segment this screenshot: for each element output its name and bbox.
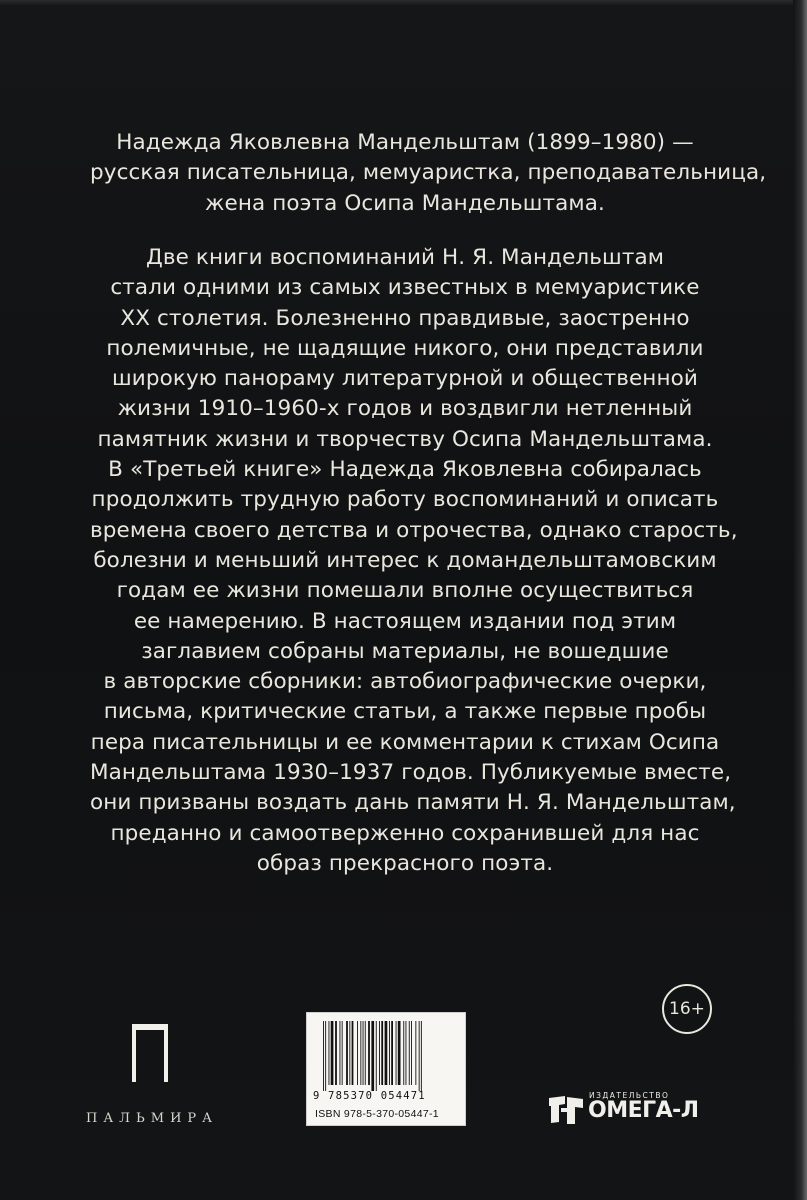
text-line: преданно и самоотверженно сохранившей для нас	[110, 820, 700, 846]
text-line: они призваны воздать дань памяти Н. Я. Мандельштам,	[90, 790, 736, 816]
text-line: XX столетия. Болезненно правдивые, заостренно	[120, 305, 690, 331]
barcode-bar	[340, 1021, 341, 1085]
text-line: годам ее жизни помешали вполне осуществиться	[116, 578, 694, 604]
author-bio-paragraph	[90, 128, 767, 219]
text-line: болезни и меньший интерес к домандельштамовским	[93, 547, 717, 573]
text-line: русская писательница, мемуаристка, преподавательница,	[90, 160, 767, 186]
barcode-bar	[391, 1021, 393, 1085]
text-line: полемичные, не щадящие никого, они представили	[106, 335, 704, 361]
barcode-bar	[389, 1021, 390, 1085]
barcode-bar	[403, 1021, 404, 1085]
barcode-bar	[349, 1021, 350, 1085]
barcode-bar	[376, 1021, 377, 1091]
text-line: Две книги воспоминаний Н. Я. Мандельштам	[145, 245, 665, 270]
age-rating-badge: 16+	[662, 984, 712, 1034]
barcode-bar	[421, 1021, 422, 1091]
barcode-bar	[346, 1021, 348, 1085]
palmira-gate-logo-icon	[130, 1022, 170, 1082]
book-description-paragraph	[90, 243, 738, 879]
barcode-bars	[321, 1021, 459, 1091]
barcode-bar	[396, 1021, 397, 1085]
cover-right-edge	[793, 0, 807, 1200]
text-line: жена поэта Осипа Мандельштама.	[205, 190, 605, 216]
text-line: продолжить трудную работу воспоминаний и описать	[91, 487, 719, 513]
barcode-bar	[368, 1021, 370, 1085]
barcode-bar	[325, 1021, 326, 1091]
barcode-digits: 9 785370 054471	[313, 1090, 426, 1102]
barcode-bar	[331, 1021, 334, 1085]
cover-top-edge	[0, 0, 807, 6]
text-line: стали одними из самых известных в мемуаристике	[110, 275, 700, 301]
barcode-bar	[415, 1021, 416, 1085]
text-line: ее намерению. В настоящем издании под этим	[133, 608, 677, 634]
barcode-bar	[398, 1021, 401, 1085]
barcode-bar	[409, 1021, 410, 1085]
publisher-name-palmira: ПАЛЬМИРА	[85, 1111, 219, 1126]
barcode-bar	[379, 1021, 380, 1085]
barcode-bar	[381, 1021, 383, 1085]
barcode-bar	[365, 1021, 366, 1085]
barcode-bar	[360, 1021, 361, 1085]
barcode-bar	[385, 1021, 388, 1085]
text-line: пера писательницы и ее комментарии к стихам Осипа	[90, 729, 720, 755]
barcode-bar	[411, 1021, 412, 1085]
barcode-bar	[335, 1021, 337, 1085]
barcode-bar	[371, 1021, 374, 1091]
text-line: памятник жизни и творчеству Осипа Мандельштама.	[97, 426, 713, 452]
text-line: широкую панораму литературной и общественной	[112, 366, 698, 392]
omega-l-publisher-logo	[545, 1088, 725, 1128]
barcode-bar	[329, 1021, 330, 1085]
omega-name: ОМЕГА-Л	[588, 1098, 699, 1123]
text-line: образ прекрасного поэта.	[256, 850, 554, 876]
text-line: Мандельштама 1930–1937 годов. Публикуемые вместе,	[90, 760, 732, 786]
omega-emblem-icon	[545, 1094, 587, 1126]
barcode-bar	[357, 1021, 358, 1085]
barcode-bar	[363, 1021, 364, 1085]
isbn-number: ISBN 978-5-370-05447-1	[315, 1108, 439, 1120]
isbn-barcode	[306, 1012, 466, 1126]
omega-caption: ИЗДАТЕЛЬСТВО	[589, 1091, 670, 1100]
text-line: В «Третьей книге» Надежда Яковлевна собиралась	[108, 457, 702, 483]
text-line: письма, критические статьи, а также первые пробы	[103, 699, 707, 725]
barcode-bar	[342, 1021, 343, 1085]
text-line: Надежда Яковлевна Мандельштам (1899–1980) —	[116, 130, 694, 155]
barcode-bar	[406, 1021, 407, 1085]
text-line: в авторские сборники: автобиографические очерки,	[103, 669, 707, 695]
text-line: заглавием собраны материалы, не вошедшие	[141, 638, 669, 664]
barcode-bar	[352, 1021, 354, 1085]
barcode-bar	[323, 1021, 324, 1091]
barcode-bar	[419, 1021, 420, 1091]
text-line: времена своего детства и отрочества, однако старость,	[90, 517, 738, 543]
text-line: жизни 1910–1960-х годов и воздвигли нетленный	[117, 396, 693, 422]
